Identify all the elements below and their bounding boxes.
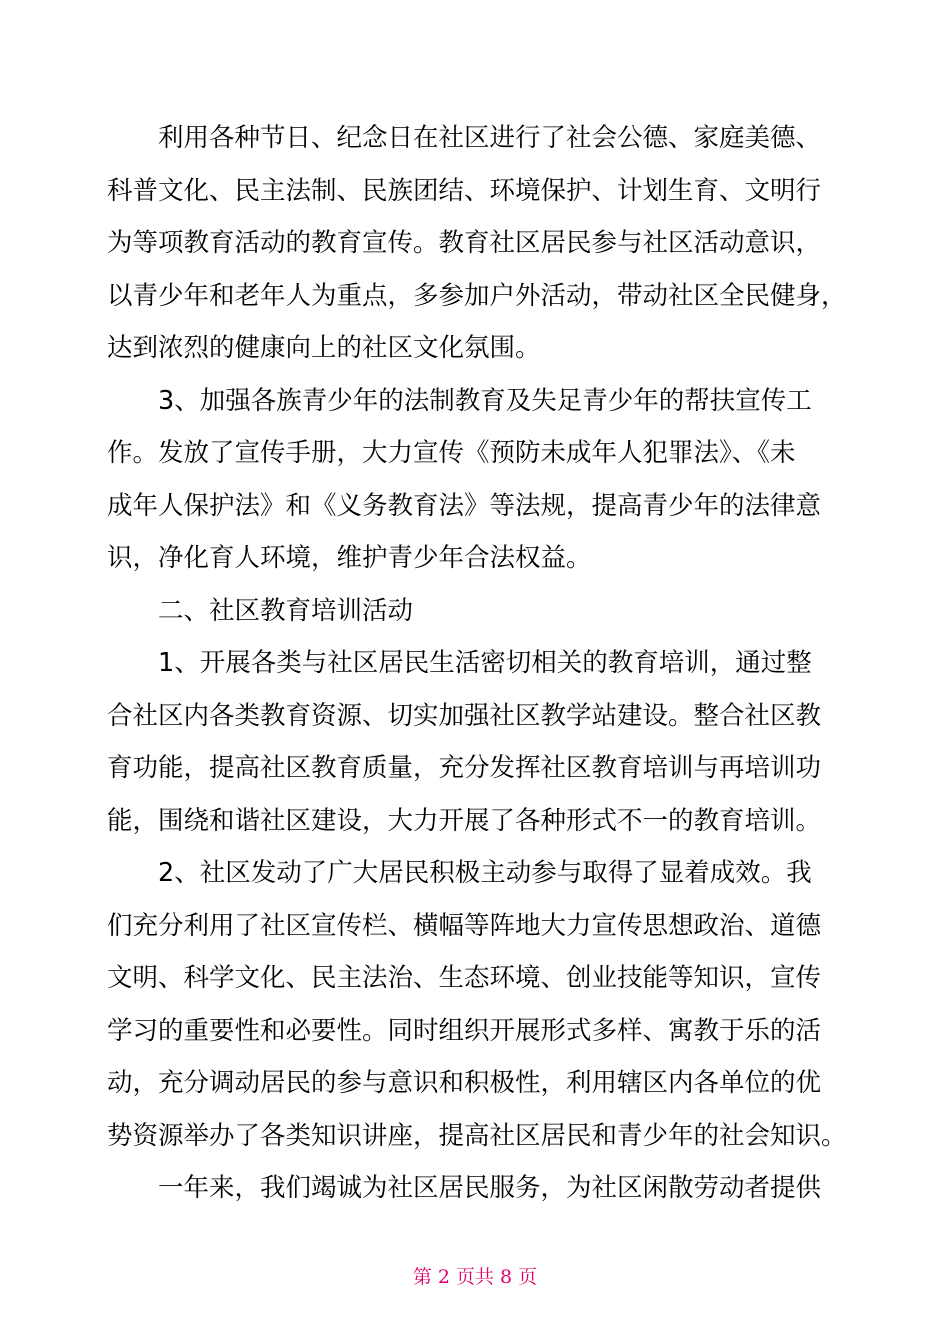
text-line: 识，净化育人环境，维护青少年合法权益。 [107,543,592,573]
text-line: 二、社区教育培训活动 [158,595,414,626]
text-line: 育功能，提高社区教育质量，充分发挥社区教育培训与再培训功 [107,753,822,783]
text-line: 一年来，我们竭诚为社区居民服务，为社区闲散劳动者提供 [158,1173,822,1203]
text-line: 势资源举办了各类知识讲座，提高社区居民和青少年的社会知识。 [107,1120,847,1151]
text-line: 们充分利用了社区宣传栏、横幅等阵地大力宣传思想政治、道德 [107,910,822,941]
text-line: 2、社区发动了广大居民积极主动参与取得了显着成效。我 [158,858,812,888]
document-body [107,112,852,1215]
text-line: 作。发放了宣传手册，大力宣传《预防未成年人犯罪法》、《未 [107,438,796,468]
text-line: 动，充分调动居民的参与意识和积极性，利用辖区内各单位的优 [107,1068,822,1098]
text-line: 学习的重要性和必要性。同时组织开展形式多样、寓教于乐的活 [107,1015,822,1046]
text-line: 利用各种节日、纪念日在社区进行了社会公德、家庭美德、 [158,123,822,153]
text-line: 3、加强各族青少年的法制教育及失足青少年的帮扶宣传工 [158,385,812,416]
text-line: 合社区内各类教育资源、切实加强社区教学站建设。整合社区教 [107,700,822,731]
page-footer: 第 2 页共 8 页 [412,1266,538,1288]
text-line: 科普文化、民主法制、民族团结、环境保护、计划生育、文明行 [107,175,822,206]
text-line: 能，围绕和谐社区建设，大力开展了各种形式不一的教育培训。 [107,805,822,836]
text-line: 以青少年和老年人为重点，多参加户外活动，带动社区全民健身， [107,280,847,311]
text-line: 为等项教育活动的教育宣传。教育社区居民参与社区活动意识， [107,228,822,258]
text-line: 成年人保护法》和《义务教育法》等法规，提高青少年的法律意 [107,490,822,521]
text-line: 1、开展各类与社区居民生活密切相关的教育培训，通过整 [158,648,812,678]
text-line: 达到浓烈的健康向上的社区文化氛围。 [107,333,541,363]
text-line: 文明、科学文化、民主法治、生态环境、创业技能等知识，宣传 [107,963,822,993]
